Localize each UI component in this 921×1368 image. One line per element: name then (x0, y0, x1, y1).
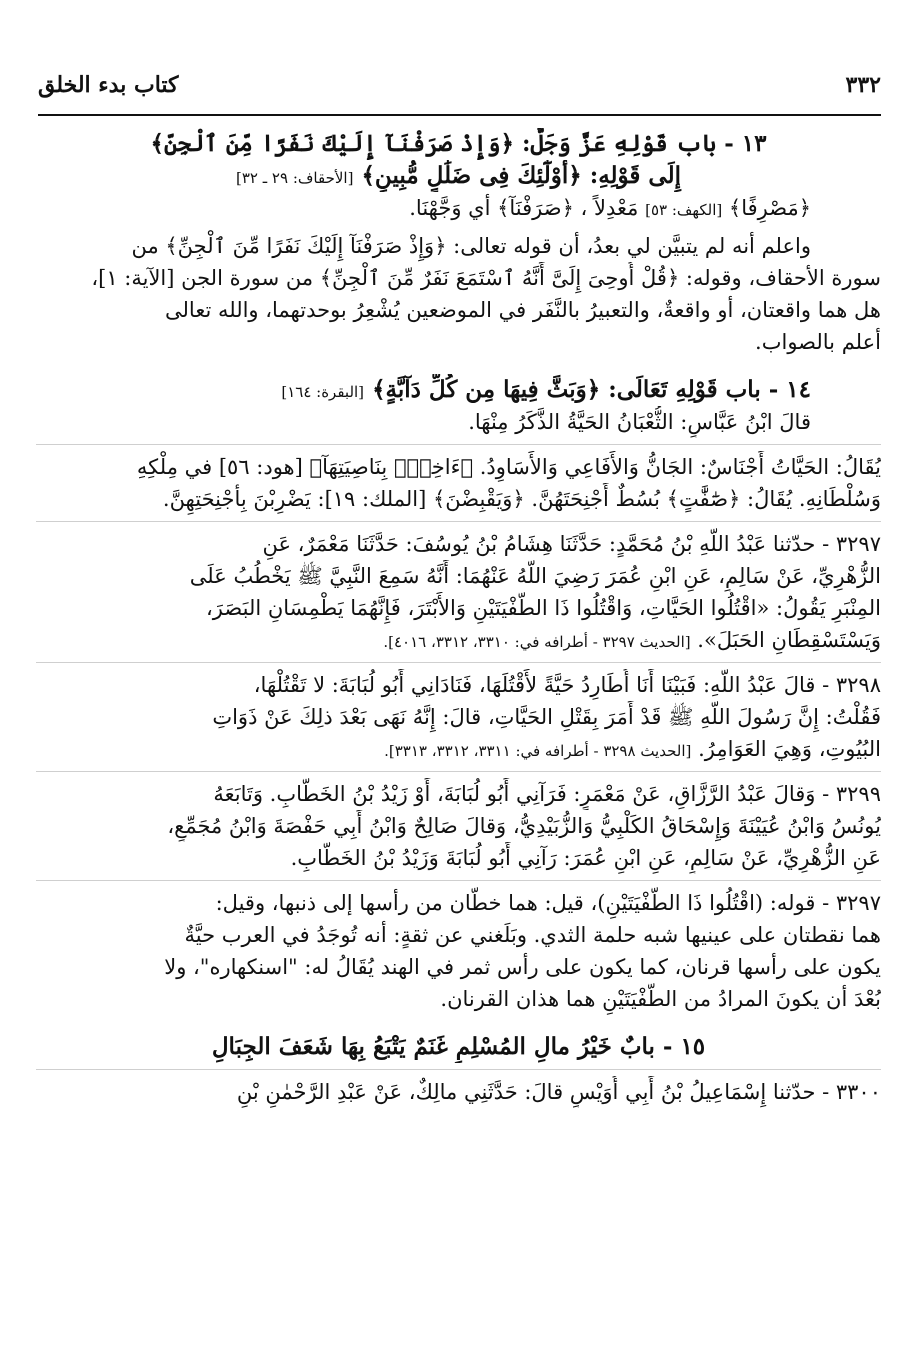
hadith-line: فَقُلْتُ: إِنَّ رَسُولَ اللَّهِ ﷺ قَدْ أَمَرَ بِقَتْلِ الحَيَّاتِ، قالَ: إِنَّهُ نَهَى بَعْدَ ذلِكَ عَنْ ذَوَاتِ (212, 705, 881, 729)
hadith-line: ٣٢٩٨ - قالَ عَبْدُ اللَّهِ: فَبَيْنَا أَنَا أُطَارِدُ حَيَّةً لأَقْتُلَهَا، فَنَادَانِي أَبُو لُبَابَةَ: لا تَقْتُلْهَا، (253, 673, 881, 697)
section-15-heading: ١٥ - بابٌ خَيْرُ مالِ المُسْلِمِ غَنَمٌ يَتْبَعُ بِهَا شَعَفَ الجِبَالِ (211, 1033, 706, 1060)
hadith-3299 (36, 778, 881, 874)
gloss-ref: [الكهف: ٥٣] (645, 201, 723, 219)
divider (36, 662, 881, 663)
hadith-line: الزُّهْرِيِّ، عَنْ سَالِمٍ، عَنِ ابْنِ عُمَرَ رَضِيَ اللَّهُ عَنْهُمَا: أَنَّهُ سَمِعَ النَّبِيَّ ﷺ يَخْطُبُ عَلَى (189, 564, 881, 588)
hadith-line: يُونُسُ وَابْنُ عُيَيْنَةَ وَإِسْحَاقُ الكَلْبِيُّ وَالزُّبَيْدِيُّ، وَقالَ صَالِحٌ وَابْنُ أَبِي حَفْصَةَ وَابْنُ مُجَمِّعٍ، (167, 814, 881, 838)
section-13-heading-text: إِلَى قَوْلِهِ: ﴿أُوْلَٰٓئِكَ فِى ضَلَٰلٍ مُّبِينٍ﴾ (361, 162, 681, 189)
divider (36, 771, 881, 772)
section-14-commentary (36, 887, 881, 1015)
section-14-heading (36, 374, 881, 406)
section-14-heading-text: ١٤ - باب قَوْلِهِ تَعَالَى: ﴿وَبَثَّ فِيهَا مِن كُلِّ دَآبَّةٍ﴾ (372, 376, 811, 403)
hadith-line (36, 624, 881, 656)
hadith-line: ٣٢٩٩ - وَقالَ عَبْدُ الرَّزَّاقِ، عَنْ مَعْمَرٍ: فَرَآنِي أَبُو لُبَابَةَ، أَوْ زَيْدُ بْنُ الخَطَّابِ. وَتَابَعَهُ (213, 782, 881, 806)
hadith-line: المِنْبَرِ يَقُولُ: «اقْتُلُوا الحَيَّاتِ، وَاقْتُلُوا ذَا الطُّفْيَتَيْنِ وَالأَبْتَرَ، فَإِنَّهُمَا يَطْمِسَانِ البَصَرَ، (206, 596, 881, 620)
hadith-ref: [الحديث ٣٢٩٨ - أطرافه في: ٣٣١١، ٣٣١٢، ٣٣١٣]. (384, 742, 692, 760)
yuqal-line: يُقَالُ: الحَيَّاتُ أَجْنَاسٌ: الجَانُّ وَالأَفَاعِي وَالأَسَاوِدُ. ﴿ءَاخِذُۢ بِنَاصِيَتِهَآ﴾ [هود: ٥٦] في مِلْكِهِ (136, 455, 881, 479)
section-13-heading-line2 (36, 160, 881, 192)
commentary-line: يكون على رأسها قرنان، كما يكون على رأس ثمر في الهند يُقَالُ له: "اسنكهاره"، ولا (164, 955, 881, 979)
commentary-line: واعلم أنه لم يتبيَّن لي بعدُ، أن قوله تعالى: ﴿وَإِذْ صَرَفْنَآ إِلَيْكَ نَفَرًا مِّنَ ٱلْجِنِّ﴾ من (131, 234, 811, 258)
header-rule (38, 114, 881, 116)
hadith-line: ٣٢٩٧ - حدّثنا عَبْدُ اللَّهِ بْنُ مُحَمَّدٍ: حَدَّثَنَا هِشَامُ بْنُ يُوسُفَ: حَدَّثَنَا مَعْمَرٌ، عَنِ (262, 532, 881, 556)
page-number: ٣٣٢ (845, 72, 881, 98)
commentary-line: هل هما واقعتان، أو واقعةٌ، والتعبيرُ بالنَّفَر في الموضعين يُشْعِرُ بوحدتهما، والله تعالى (165, 298, 881, 322)
ibn-abbas-quote: قالَ ابْنُ عَبَّاسٍ: الثُّعْبَانُ الحَيَّةُ الذَّكَرُ مِنْهَا. (468, 410, 811, 434)
section-13-commentary (36, 230, 881, 358)
running-header (38, 60, 881, 110)
gloss-term: ﴿مَصْرِفًا﴾ (728, 196, 811, 220)
book-title: كتاب بدء الخلق (38, 72, 179, 98)
yuqal-line: وَسُلْطَانِهِ. يُقَالُ: ﴿صَٰٓفَّٰتٍ﴾ بُسُطٌ أَجْنِحَتَهُنَّ. ﴿وَيَقْبِضْنَ﴾ [الملك: ١٩]: يَضْرِبْنَ بِأَجْنِحَتِهِنَّ. (162, 487, 881, 511)
divider (36, 1069, 881, 1070)
hadith-line (36, 733, 881, 765)
hadith-3297 (36, 528, 881, 656)
hadith-text: وَيَسْتَسْقِطَانِ الحَبَلَ». (697, 628, 881, 652)
hadith-line: عَنِ الزُّهْرِيِّ، عَنْ سَالِمٍ، عَنِ ابْنِ عُمَرَ: رَآنِي أَبُو لُبَابَةَ وَزَيْدُ بْنُ الخَطَّابِ. (290, 846, 881, 870)
section-13-heading-line1: ١٣ - باب قَوْلِهِ عَزَّ وَجَلَّ: ﴿وَإِذْ صَرَفْنَآ إِلَيْكَ نَفَرًا مِّنَ ٱلْجِنِّ﴾ (150, 130, 767, 157)
page-content (36, 128, 881, 1108)
hadith-text: البُيُوتِ، وَهِيَ العَوَامِرُ. (698, 737, 881, 761)
commentary-line: هما نقطتان على عينيها شبه حلمة الثدي. وبَلَغني عن ثقةٍ: أنه تُوجَدُ في العرب حيَّةٌ (184, 923, 881, 947)
commentary-line: ٣٢٩٧ - قوله: (اقْتُلُوا ذَا الطُّفْيَتَيْنِ)، قيل: هما خطّان من رأسها إلى ذنبها، وقيل: (215, 891, 881, 915)
section-13-gloss (36, 192, 881, 224)
section-14-heading-ref: [البقرة: ١٦٤] (281, 383, 365, 401)
gloss-meaning: مَعْدِلاً ، ﴿صَرَفْنَآ﴾ أي وَجَّهْنَا. (409, 196, 639, 220)
section-13-heading-ref: [الأحقاف: ٢٩ ـ ٣٢] (236, 169, 354, 187)
yuqal-block (36, 451, 881, 515)
hadith-ref: [الحديث ٣٢٩٧ - أطرافه في: ٣٣١٠، ٣٣١٢، ٤٠١٦]. (383, 633, 691, 651)
hadith-3300-line: ٣٣٠٠ - حدّثنا إِسْمَاعِيلُ بْنُ أَبِي أُوَيْسٍ قالَ: حَدَّثَنِي مالِكٌ، عَنْ عَبْدِ الرَّحْمٰنِ بْنِ (236, 1080, 881, 1104)
commentary-line: بُعْدَ أن يكونَ المرادُ من الطُّفْيَتَيْنِ هما هذان القرنان. (440, 987, 881, 1011)
divider (36, 521, 881, 522)
hadith-3298 (36, 669, 881, 765)
divider (36, 880, 881, 881)
divider (36, 444, 881, 445)
commentary-line: سورة الأحقاف، وقوله: ﴿قُلْ أُوحِىَ إِلَىَّ أَنَّهُ ٱسْتَمَعَ نَفَرٌ مِّنَ ٱلْجِنِّ﴾ من سورة الجن [الآية: ١]، (91, 266, 881, 290)
commentary-line: أعلم بالصواب. (755, 330, 881, 354)
